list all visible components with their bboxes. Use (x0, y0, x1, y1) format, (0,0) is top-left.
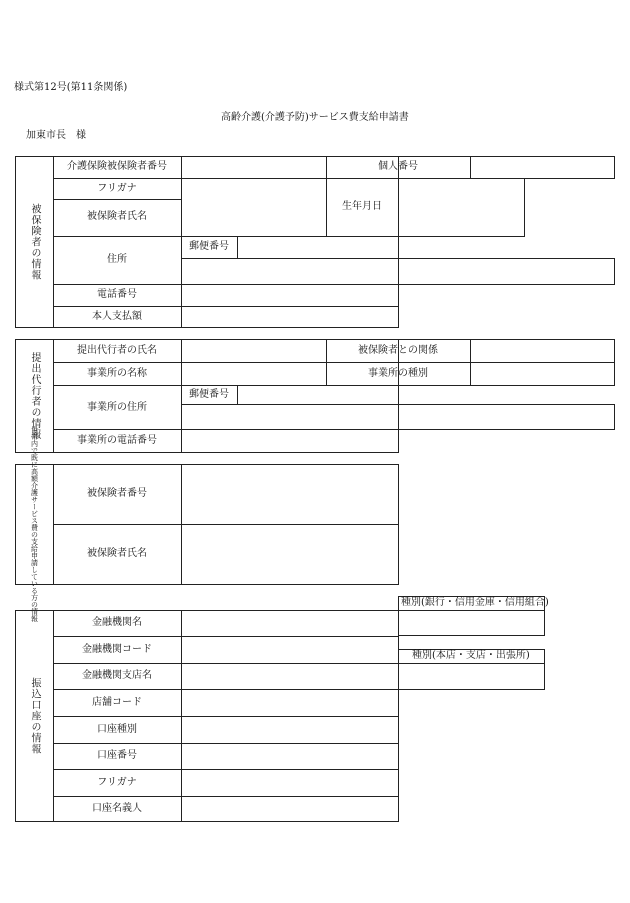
birth-date-field[interactable] (399, 179, 524, 236)
phone-field[interactable] (182, 285, 398, 306)
address-label: 住所 (107, 254, 127, 265)
relation-field[interactable] (471, 340, 614, 362)
birth-date-label: 生年月日 (342, 201, 382, 212)
insured-name-field[interactable] (182, 200, 325, 236)
institution-code-label: 金融機関コード (82, 644, 152, 655)
self-pay-label: 本人支払額 (92, 311, 142, 322)
household-insured-number-label: 被保険者番号 (87, 488, 147, 499)
self-pay-field[interactable] (182, 307, 398, 327)
furigana-field[interactable] (182, 179, 325, 199)
account-number-field[interactable] (182, 744, 398, 769)
agent-section-label: 提出代行者の情報 (29, 352, 40, 440)
institution-code-field[interactable] (182, 637, 398, 663)
institution-field[interactable] (182, 611, 398, 636)
office-postal-label: 郵便番号 (189, 389, 229, 400)
branch-code-label: 店舗コード (92, 697, 142, 708)
office-type-label: 事業所の種別 (368, 368, 428, 379)
relation-label: 被保険者との関係 (358, 345, 438, 356)
branch-name-label: 金融機関支店名 (82, 670, 152, 681)
phone-label: 電話番号 (97, 289, 137, 300)
insured-name-label: 被保険者氏名 (87, 211, 147, 222)
institution-label: 金融機関名 (92, 617, 142, 628)
account-furigana-field[interactable] (182, 770, 398, 796)
office-name-field[interactable] (182, 363, 325, 385)
agent-name-field[interactable] (182, 340, 325, 362)
branch-type-field[interactable] (399, 664, 544, 689)
postal-code-label: 郵便番号 (189, 241, 229, 252)
office-name-label: 事業所の名称 (87, 368, 147, 379)
account-type-field[interactable] (182, 717, 398, 743)
office-postal-field[interactable] (238, 386, 398, 404)
account-number-label: 口座番号 (97, 750, 137, 761)
household-insured-number-field[interactable] (182, 465, 398, 524)
insurance-number-field[interactable] (182, 157, 325, 178)
branch-code-field[interactable] (182, 690, 398, 716)
form-number: 様式第12号(第11条関係) (14, 82, 128, 93)
household-insured-name-field[interactable] (182, 525, 398, 584)
office-phone-label: 事業所の電話番号 (77, 435, 157, 446)
agent-name-label: 提出代行者の氏名 (77, 345, 157, 356)
office-type-field[interactable] (471, 363, 614, 385)
insured-section-label: 被保険者の情報 (29, 203, 40, 281)
account-holder-field[interactable] (182, 797, 398, 821)
postal-code-field[interactable] (238, 237, 398, 258)
branch-type-note: 種別(本店・支店・出張所) (412, 650, 530, 661)
form-title: 高齢介護(介護予防)サービス費支給申請書 (221, 112, 409, 123)
office-phone-field[interactable] (182, 430, 398, 452)
personal-number-field[interactable] (471, 157, 614, 178)
furigana-label: フリガナ (97, 183, 137, 194)
address-field[interactable] (182, 259, 614, 284)
bank-type-note: 種別(銀行・信用金庫・信用組合) (401, 597, 549, 608)
addressee: 加東市長 様 (26, 130, 86, 141)
account-furigana-label: フリガナ (97, 777, 137, 788)
household-insured-name-label: 被保険者氏名 (87, 548, 147, 559)
account-holder-label: 口座名義人 (92, 803, 142, 814)
office-address-label: 事業所の住所 (87, 402, 147, 413)
household-section-label: 世帯内で既に高額介護サービス費の支給申請している方の情報 (30, 426, 39, 622)
branch-name-field[interactable] (182, 664, 398, 689)
account-type-label: 口座種別 (97, 724, 137, 735)
office-address-field[interactable] (182, 405, 614, 429)
insurance-number-label: 介護保険被保険者番号 (67, 161, 167, 172)
personal-number-label: 個人番号 (378, 161, 418, 172)
bank-type-field[interactable] (399, 611, 544, 635)
bank-section-label: 振込口座の情報 (29, 677, 40, 755)
